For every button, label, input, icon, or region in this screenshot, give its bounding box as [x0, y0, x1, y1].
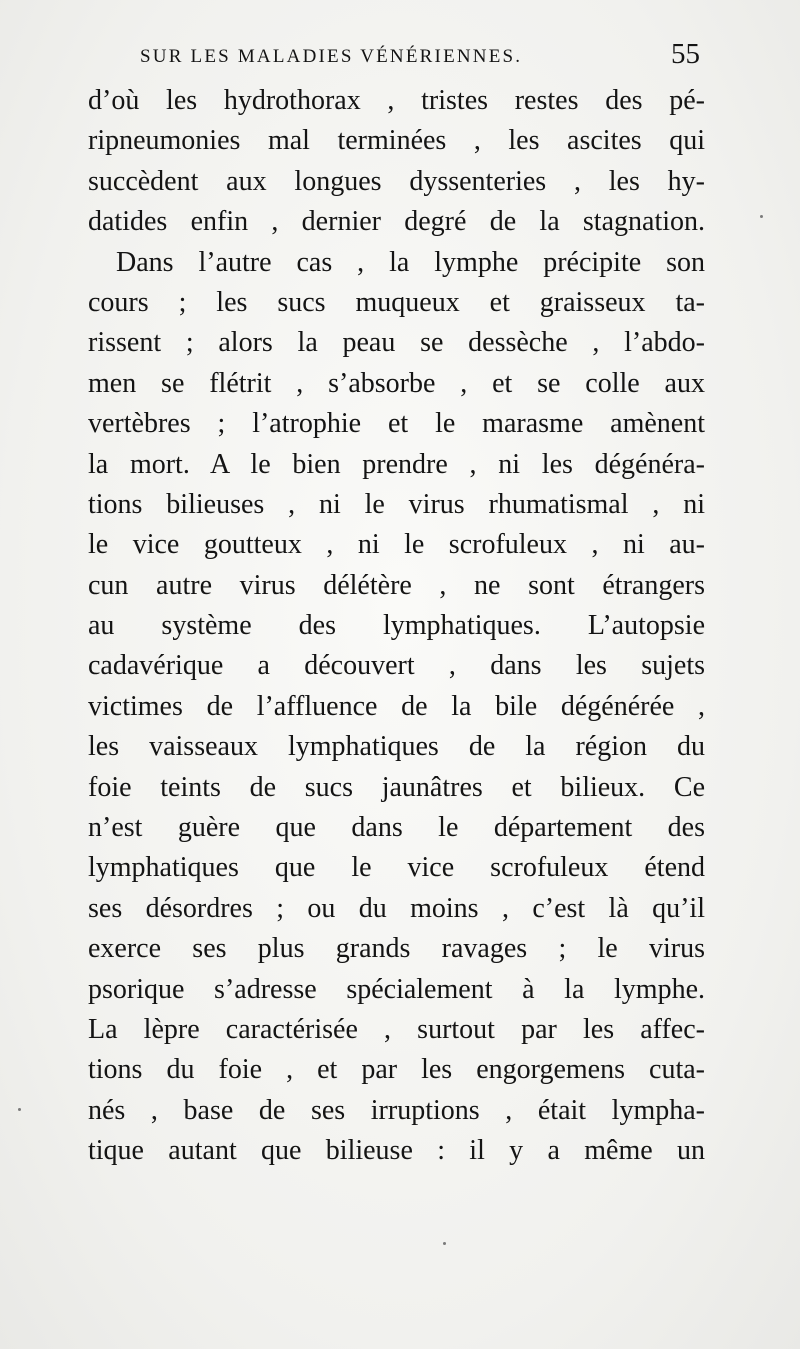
page-number: 55: [671, 38, 700, 70]
text-line: n’est guère que dans le département des: [88, 812, 705, 844]
text-line: victimes de l’affluence de la bile dégénérée ,: [88, 690, 705, 722]
text-line: la mort. A le bien prendre , ni les dégénéra-: [88, 448, 705, 480]
paper-speck: [760, 215, 763, 218]
text-line: men se flétrit , s’absorbe , et se colle aux: [88, 367, 705, 399]
text-line: tions bilieuses , ni le virus rhumatismal , ni: [88, 488, 705, 520]
text-line: vertèbres ; l’atrophie et le marasme amènent: [88, 408, 705, 440]
paper-speck: [443, 1242, 446, 1245]
body-text: [88, 81, 705, 1172]
text-line: ses désordres ; ou du moins , c’est là qu’il: [88, 892, 705, 924]
text-line: tions du foie , et par les engorgemens cuta-: [88, 1054, 705, 1086]
text-line: nés , base de ses irruptions , était lympha-: [88, 1094, 705, 1126]
text-line: les vaisseaux lymphatiques de la région du: [88, 731, 705, 763]
text-line: succèdent aux longues dyssenteries , les hy-: [88, 165, 705, 197]
text-line: exerce ses plus grands ravages ; le virus: [88, 933, 705, 965]
text-line: cun autre virus délétère , ne sont étrangers: [88, 569, 705, 601]
text-line: d’où les hydrothorax , tristes restes des pé-: [88, 85, 705, 116]
text-line: le vice goutteux , ni le scrofuleux , ni au-: [88, 529, 705, 561]
text-line: foie teints de sucs jaunâtres et bilieux. Ce: [88, 771, 705, 803]
paper-speck: [18, 1108, 21, 1111]
text-line: Dans l’autre cas , la lymphe précipite son: [116, 246, 705, 278]
text-line: La lèpre caractérisée , surtout par les affec-: [88, 1013, 705, 1045]
text-line: lymphatiques que le vice scrofuleux étend: [88, 852, 705, 884]
text-line: psorique s’adresse spécialement à la lymphe.: [88, 973, 705, 1005]
text-line: cadavérique a découvert , dans les sujets: [88, 650, 705, 682]
page-header: [140, 38, 700, 78]
running-head: SUR LES MALADIES VÉNÉRIENNES.: [140, 46, 523, 67]
text-line: rissent ; alors la peau se dessèche , l’abdo-: [88, 327, 705, 359]
text-line: cours ; les sucs muqueux et graisseux ta-: [88, 286, 705, 318]
text-line: ripneumonies mal terminées , les ascites qui: [88, 125, 705, 157]
text-line: tique autant que bilieuse : il y a même un: [88, 1135, 705, 1167]
text-line: au système des lymphatiques. L’autopsie: [88, 610, 705, 642]
text-line: datides enfin , dernier degré de la stagnation.: [88, 206, 705, 238]
